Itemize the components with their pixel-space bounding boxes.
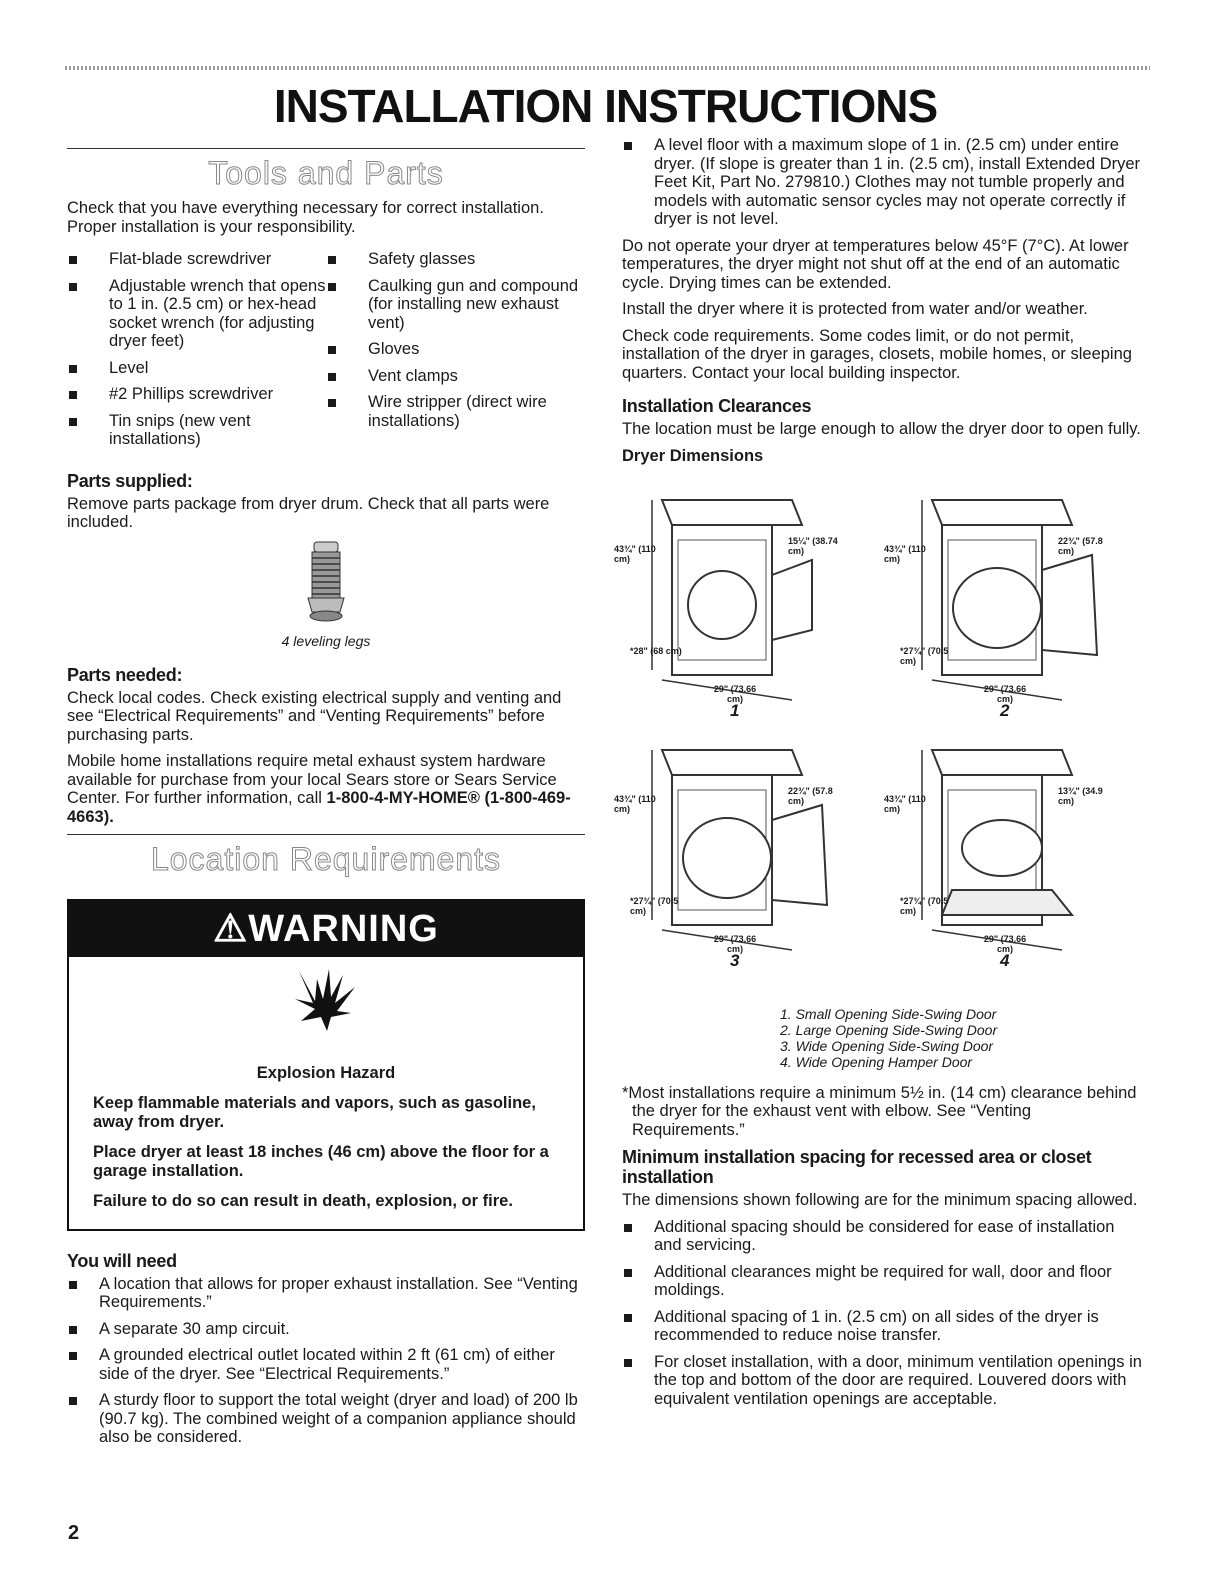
dryer-diagram-3 [614, 730, 833, 970]
warning-body [69, 1054, 583, 1229]
tools-list-right [326, 250, 585, 457]
clearances-text: The location must be large enough to allow the dryer door to open fully. [622, 420, 1141, 438]
parts-needed-text: Check local codes. Check existing electrical supply and venting and see “Electrical Requirements” and “Venting Requirements” before purchasing parts. [67, 688, 562, 744]
clearances-heading: Installation Clearances [622, 396, 812, 416]
level-floor-list [622, 136, 1142, 229]
door-dimension-label: 22¾" (57.8 cm) [1058, 535, 1103, 556]
warning-box [67, 899, 585, 1231]
height-dimension-label: 43¾" (110 cm) [614, 543, 656, 564]
min-spacing-item: For closet installation, with a door, minimum ventilation openings in the top and bottom of the door are required. Louvered doors with equivalent ventilation openings are acceptable. [622, 1353, 1142, 1409]
min-spacing-heading: Minimum installation spacing for recessed area or closet installation [622, 1147, 1092, 1187]
need-item: A grounded electrical outlet located within 2 ft (61 cm) of either side of the dryer. See “Electrical Requirements.” [67, 1346, 585, 1383]
code-text: Check code requirements. Some codes limit, or do not permit, installation of the dryer in garages, closets, mobile homes, or sleeping quarters. Contact your local building inspector. [622, 326, 1132, 382]
min-spacing-item: Additional spacing of 1 in. (2.5 cm) on all sides of the dryer is recommended to reduce noise transfer. [622, 1308, 1142, 1345]
tool-item: Tin snips (new vent installations) [67, 412, 326, 449]
location-heading: Location Requirements [150, 841, 502, 877]
mobile-home-text: Mobile home installations require metal exhaust system hardware available for purchase from your local Sears store or Sears Service Center. For further information, call 1-800-4-MY-HOME® (1-800-469-4663). [67, 752, 571, 826]
tool-item: Flat-blade screwdriver [67, 250, 326, 269]
tools-heading: Tools and Parts [208, 155, 444, 191]
tools-list [67, 250, 585, 457]
need-item: A sturdy floor to support the total weight (dryer and load) of 200 lb (90.7 kg). The combined weight of a companion appliance should also be considered. [67, 1391, 585, 1447]
page-title: INSTALLATION INSTRUCTIONS [273, 80, 938, 132]
height-dimension-label: 43¾" (110 cm) [614, 793, 656, 814]
section-rule [67, 834, 585, 835]
explosion-icon [69, 965, 583, 1040]
dryer-diagram-2 [884, 480, 1103, 720]
warning-header: ⚠WARNING [69, 901, 583, 957]
width-dimension-label: 29" (73.66 cm) [983, 683, 1027, 704]
clearance-note: *Most installations require a minimum 5½ in. (14 cm) clearance behind the dryer for the exhaust vent with elbow. See “Venting Requirements.” [622, 1083, 1137, 1139]
min-spacing-list [622, 1218, 1142, 1409]
tool-item: Adjustable wrench that opens to 1 in. (2.5 cm) or hex-head socket wrench (for adjusting dryer feet) [67, 277, 326, 351]
level-floor-item: A level floor with a maximum slope of 1 in. (2.5 cm) under entire dryer. (If slope is greater than 1 in. (2.5 cm), install Extended Dryer Feet Kit, Part No. 279810.) Clothes may not tumble properly and models with automatic sensor cycles may not operate correctly if dryer is not level. [622, 136, 1142, 229]
you-will-need-heading: You will need [67, 1250, 177, 1271]
door-dimension-label: 15¼" (38.74 cm) [788, 535, 838, 556]
diagram-caption: 4. Wide Opening Hamper Door [780, 1053, 973, 1070]
leveling-legs-caption: 4 leveling legs [281, 633, 371, 649]
diagram-number: 3 [730, 950, 740, 970]
left-column [67, 140, 585, 1455]
tools-intro: Check that you have everything necessary for correct installation. Proper installation is your responsibility. [67, 199, 544, 236]
explosion-hazard-icon [291, 965, 361, 1035]
warning-line: Failure to do so can result in death, explosion, or fire. [93, 1192, 513, 1210]
tool-item: Caulking gun and compound (for installing new exhaust vent) [326, 277, 585, 333]
parts-supplied-text: Remove parts package from dryer drum. Check that all parts were included. [67, 494, 550, 531]
tool-item: Vent clamps [326, 367, 585, 386]
tools-list-left [67, 250, 326, 457]
min-spacing-item: Additional clearances might be required for wall, door and floor moldings. [622, 1263, 1142, 1300]
door-dimension-label: 13¾" (34.9 cm) [1058, 785, 1103, 806]
phone-number: 1-800-4-MY-HOME® (1-800-469-4663). [67, 789, 571, 826]
dryer-diagram-1 [614, 480, 838, 720]
leveling-leg-icon [306, 540, 346, 624]
tool-item: Level [67, 359, 326, 378]
height-dimension-label: 43¾" (110 cm) [884, 543, 926, 564]
depth-dimension-label: *27¾" (70.5 cm) [630, 895, 679, 916]
parts-supplied-heading: Parts supplied: [67, 470, 193, 491]
diagram-caption: 2. Large Opening Side-Swing Door [780, 1021, 998, 1038]
width-dimension-label: 29" (73.66 cm) [713, 933, 757, 954]
min-spacing-text: The dimensions shown following are for the minimum spacing allowed. [622, 1191, 1138, 1209]
you-will-need-list [67, 1275, 585, 1447]
dryer-diagram-4 [884, 730, 1103, 970]
page-number: 2 [68, 1522, 80, 1544]
diagram-caption: 1. Small Opening Side-Swing Door [780, 1005, 997, 1022]
depth-dimension-label: *27¾" (70.5 cm) [900, 895, 949, 916]
warning-line: Place dryer at least 18 inches (46 cm) above the floor for a garage installation. [93, 1143, 549, 1180]
diagram-caption: 3. Wide Opening Side-Swing Door [780, 1037, 994, 1054]
dryer-dimension-diagrams [614, 480, 1142, 1000]
tool-item: Gloves [326, 340, 585, 359]
diagram-number: 1 [730, 700, 740, 720]
section-rule [67, 148, 585, 149]
depth-dimension-label: *27¾" (70.5 cm) [900, 645, 949, 666]
diagram-number: 2 [1000, 700, 1010, 720]
door-dimension-label: 22¾" (57.8 cm) [788, 785, 833, 806]
depth-dimension-label: *28" (68 cm) [630, 645, 682, 656]
temperature-text: Do not operate your dryer at temperatures below 45°F (7°C). At lower temperatures, the dryer might not shut off at the end of an automatic cycle. Drying times can be extended. [622, 236, 1129, 292]
height-dimension-label: 43¾" (110 cm) [884, 793, 926, 814]
hazard-title: Explosion Hazard [256, 1063, 396, 1082]
need-item: A location that allows for proper exhaust installation. See “Venting Requirements.” [67, 1275, 585, 1312]
parts-needed-heading: Parts needed: [67, 664, 183, 685]
width-dimension-label: 29" (73.66 cm) [983, 933, 1027, 954]
tool-item: Wire stripper (direct wire installations) [326, 393, 585, 430]
leveling-leg-image [67, 540, 585, 629]
diagram-number: 4 [1000, 950, 1010, 970]
need-item: A separate 30 amp circuit. [67, 1320, 585, 1339]
protection-text: Install the dryer where it is protected from water and/or weather. [622, 300, 1088, 318]
tool-item: #2 Phillips screwdriver [67, 385, 326, 404]
width-dimension-label: 29" (73.66 cm) [713, 683, 757, 704]
right-column [614, 136, 1142, 1416]
diagram-captions [780, 1006, 1142, 1070]
min-spacing-item: Additional spacing should be considered for ease of installation and servicing. [622, 1218, 1142, 1255]
dimensions-heading: Dryer Dimensions [622, 446, 764, 465]
top-dotted-rule [65, 66, 1150, 70]
warning-line: Keep flammable materials and vapors, such as gasoline, away from dryer. [93, 1094, 536, 1131]
tool-item: Safety glasses [326, 250, 585, 269]
